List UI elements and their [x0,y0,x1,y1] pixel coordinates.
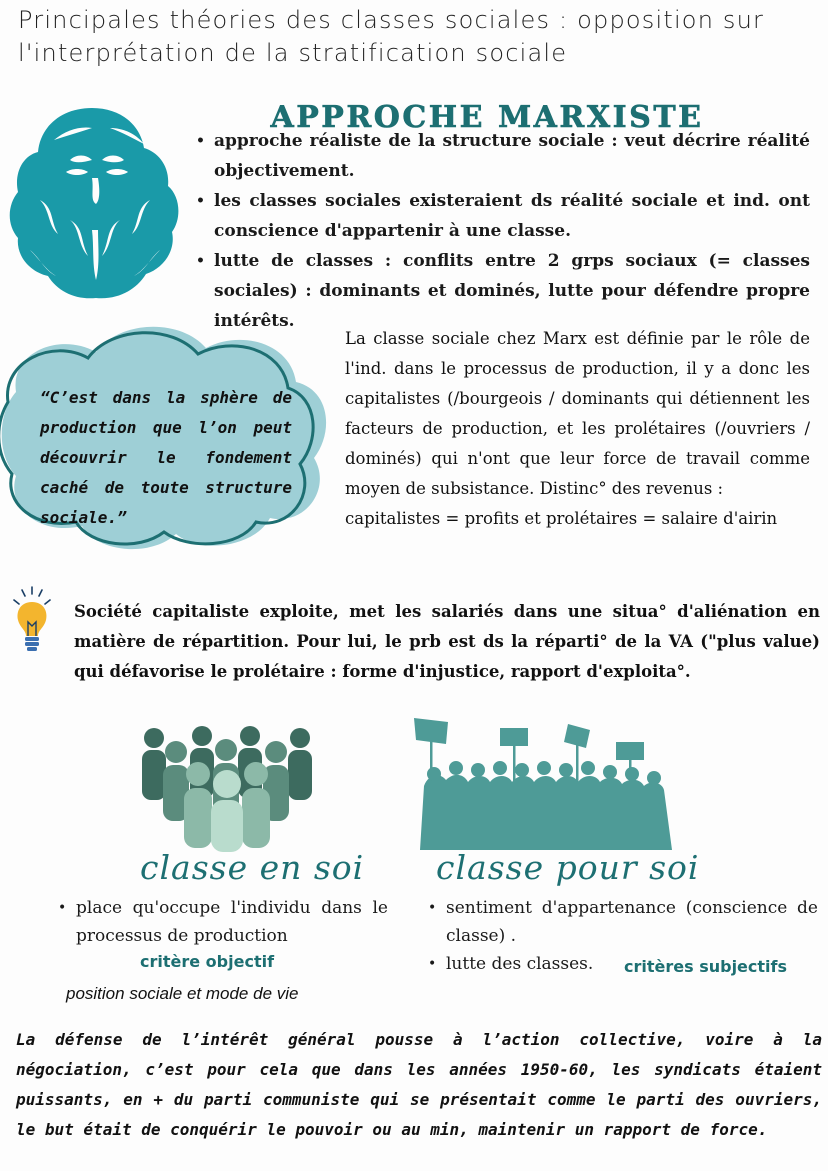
page-title: Principales théories des classes sociales : opposition sur l'interprétation de la stratification sociale [18,6,765,67]
protest-crowd-icon [410,716,680,850]
list-item: • lutte de classes : conflits entre 2 grps sociaux (= classes sociales) : dominants et dominés, lutte pour défendre propre intérêts. [196,246,810,336]
marxist-bullet-list [196,126,810,336]
list-item: • approche réaliste de la structure sociale : veut décrire réalité objectivement. [196,126,810,186]
critere-objectif: critère objectif [140,952,275,971]
classe-en-soi-label: classe en soi [140,848,365,887]
classe-pour-soi-label: classe pour soi [436,848,700,887]
marx-portrait [0,100,184,302]
closing-paragraph: La défense de l’intérêt général pousse à l’action collective, voire à la négociation, c’est pour cela que dans les années 1950-60, les syndicats étaient puissants, en + du parti communiste qui se présentait comme le parti des ouvriers, le but était de conquérir le pouvoir ou au min, maintenir un rapport de force. [16,1030,822,1139]
position-sociale-note: position sociale et mode de vie [66,984,299,1003]
definition-text: La classe sociale chez Marx est définie par le rôle de l'ind. dans le processus de production, il y a donc les capitalistes (/bourgeois / dominants qui détiennent les facteurs de production, et les prolétaires (/ouvriers / dominés) qui n'ont que leur force de travail comme moyen de subsistance. Distinc° des revenus : [345,329,810,498]
list-item: • sentiment d'appartenance (conscience de classe) . [428,894,818,950]
list-item: • les classes sociales existeraient ds réalité sociale et ind. ont conscience d'appartenir à une classe. [196,186,810,246]
marx-quote: “C’est dans la sphère de production que l’on peut découvrir le fondement caché de toute structure sociale.” [40,388,292,527]
definition-last-line: capitalistes = profits et prolétaires = salaire d'airin [345,509,778,528]
marxist-heading: APPROCHE MARXISTE [270,100,704,135]
people-group-icon [140,722,318,852]
marx-definition [345,324,810,534]
lightbulb-icon [10,586,54,656]
exploitation-text: Société capitaliste exploite, met les salariés dans une situa° d'aliénation en matière de répartition. Pour lui, le prb est ds la réparti° de la VA ("plus value) qui défavorise le prolétaire : forme d'injustice, rapport d'exploita°. [74,602,820,681]
list-item: • place qu'occupe l'individu dans le processus de production [58,894,388,950]
criteres-subjectifs: critères subjectifs [624,957,787,976]
classe-en-soi-list [58,894,388,950]
list-item: • lutte des classes. [428,950,818,978]
